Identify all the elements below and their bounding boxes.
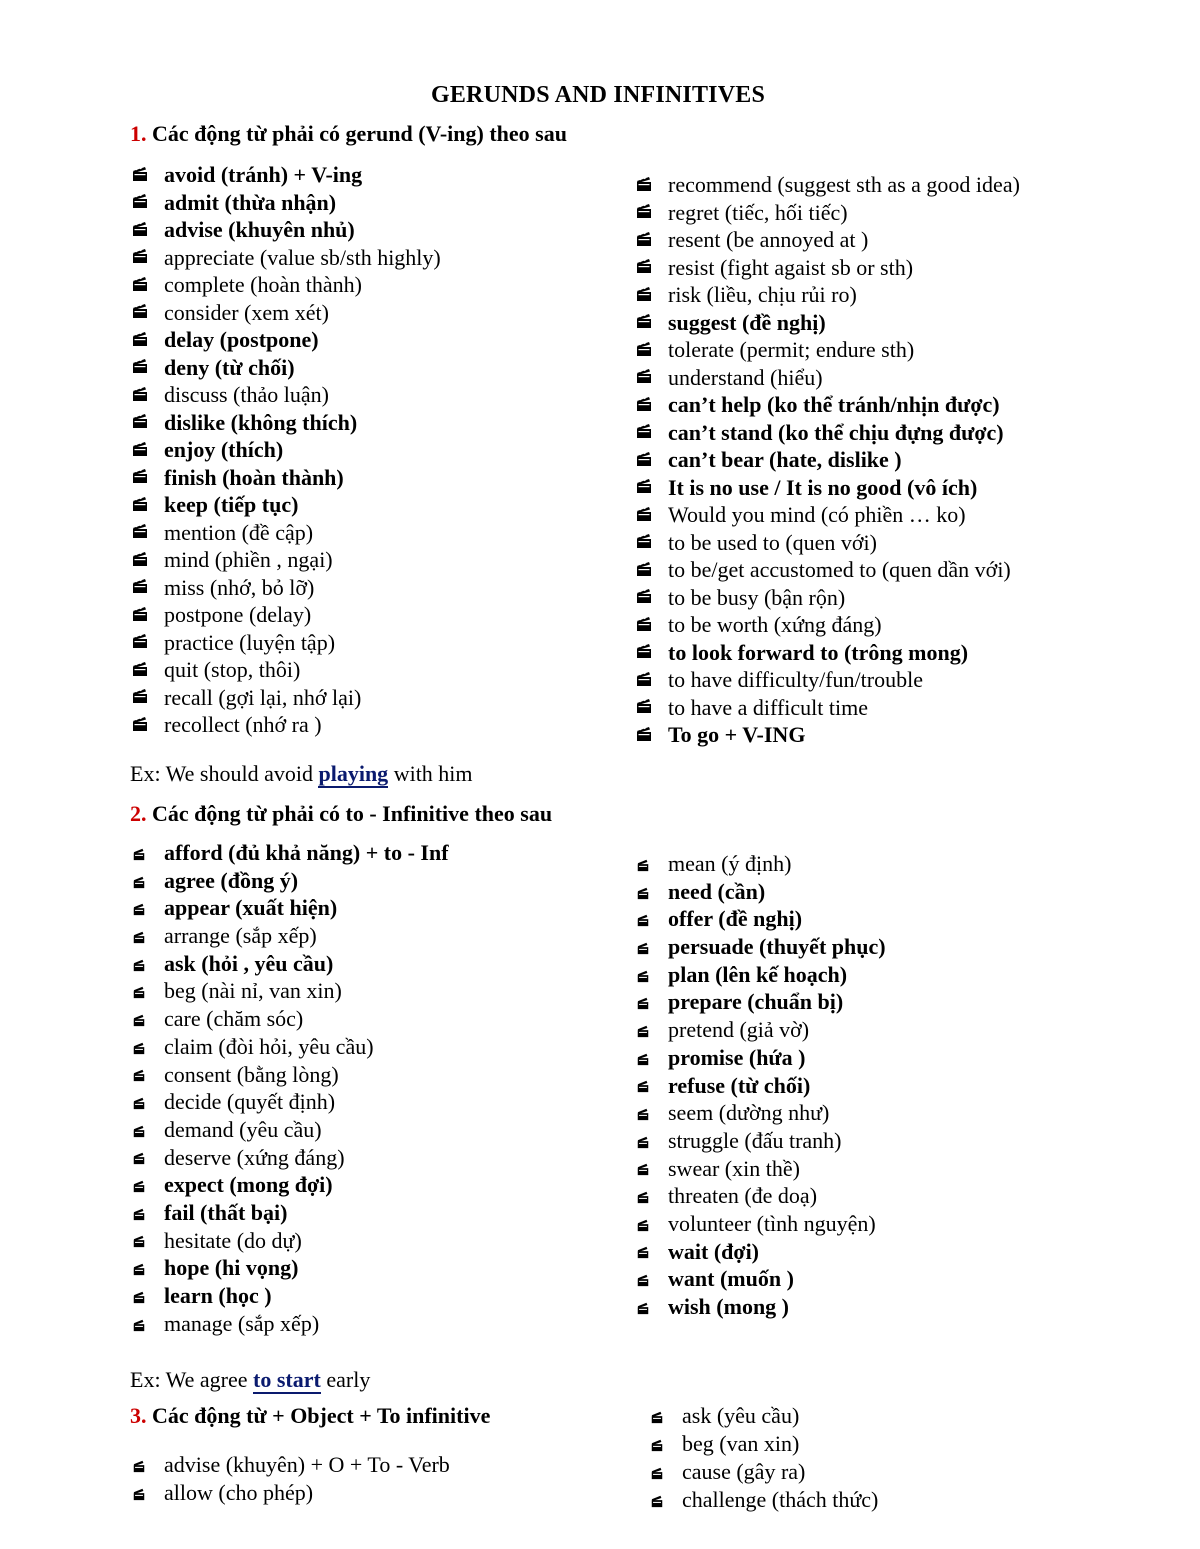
list-item bbox=[650, 1486, 878, 1514]
list-item-text: Would you mind (có phiền … ko) bbox=[668, 502, 966, 527]
list-item bbox=[132, 1144, 449, 1172]
clapperboard-icon bbox=[132, 193, 148, 209]
clapperboard-icon bbox=[636, 913, 650, 927]
list-item bbox=[132, 1227, 449, 1255]
section1-heading-text: Các động từ phải có gerund (V-ing) theo sau bbox=[152, 121, 567, 146]
clapperboard-icon bbox=[132, 1318, 146, 1332]
list-item-text: cause (gây ra) bbox=[682, 1459, 806, 1484]
list-item-text: recollect (nhớ ra ) bbox=[164, 712, 322, 737]
clapperboard-icon bbox=[636, 698, 652, 714]
list-item bbox=[132, 1116, 449, 1144]
list-item-text: claim (đòi hỏi, yêu cầu) bbox=[164, 1033, 374, 1059]
list-item-text: deny (từ chối) bbox=[164, 354, 295, 380]
clapperboard-icon bbox=[132, 358, 148, 374]
list-item bbox=[132, 271, 441, 299]
list-item-text: avoid (tránh) + V-ing bbox=[164, 162, 363, 187]
list-item bbox=[636, 1016, 886, 1044]
list-item bbox=[132, 1033, 449, 1061]
clapperboard-icon bbox=[636, 969, 650, 983]
list-item-text: refuse (từ chối) bbox=[668, 1072, 811, 1098]
list-item bbox=[132, 161, 441, 189]
section2-left-list bbox=[132, 839, 449, 1337]
example2-suffix: early bbox=[320, 1367, 371, 1392]
clapperboard-icon bbox=[636, 561, 652, 577]
list-item bbox=[132, 354, 441, 382]
list-item-text: care (chăm sóc) bbox=[164, 1006, 304, 1032]
clapperboard-icon bbox=[636, 1162, 650, 1176]
clapperboard-icon bbox=[132, 523, 148, 539]
list-item bbox=[132, 711, 441, 739]
list-item-text: recommend (suggest sth as a good idea) bbox=[668, 172, 1020, 197]
clapperboard-icon bbox=[132, 276, 148, 292]
clapperboard-icon bbox=[636, 258, 652, 274]
list-item bbox=[132, 1171, 449, 1199]
clapperboard-icon bbox=[132, 985, 146, 999]
clapperboard-icon bbox=[636, 1135, 650, 1149]
list-item bbox=[650, 1458, 878, 1486]
list-item-text: need (cần) bbox=[668, 878, 766, 904]
list-item-text: ask (hỏi , yêu cầu) bbox=[164, 950, 334, 976]
clapperboard-icon bbox=[132, 1068, 146, 1082]
list-item bbox=[132, 656, 441, 684]
list-item bbox=[636, 933, 886, 961]
list-item-text: keep (tiếp tục) bbox=[164, 492, 299, 517]
list-item bbox=[132, 189, 441, 217]
list-item-text: understand (hiểu) bbox=[668, 364, 823, 390]
list-item-text: hope (hi vọng) bbox=[164, 1255, 299, 1281]
list-item-text: tolerate (permit; endure sth) bbox=[668, 337, 915, 362]
list-item bbox=[636, 336, 1020, 364]
clapperboard-icon bbox=[132, 1179, 146, 1193]
section1-right-list bbox=[636, 171, 1020, 749]
clapperboard-icon bbox=[132, 1234, 146, 1248]
list-item-text: complete (hoàn thành) bbox=[164, 272, 362, 297]
clapperboard-icon bbox=[636, 941, 650, 955]
section3-heading-text: Các động từ + Object + To infinitive bbox=[152, 1403, 491, 1428]
list-item-text: quit (stop, thôi) bbox=[164, 657, 301, 682]
list-item-text: enjoy (thích) bbox=[164, 437, 284, 462]
list-item-text: deserve (xứng đáng) bbox=[164, 1144, 345, 1170]
list-item-text: to be/get accustomed to (quen dần với) bbox=[668, 557, 1011, 582]
clapperboard-icon bbox=[636, 1024, 650, 1038]
list-item bbox=[636, 694, 1020, 722]
clapperboard-icon bbox=[132, 1096, 146, 1110]
list-item-text: ask (yêu cầu) bbox=[682, 1403, 800, 1428]
list-item-text: to be worth (xứng đáng) bbox=[668, 612, 882, 637]
example2-prefix: Ex: We agree bbox=[130, 1367, 254, 1392]
list-item bbox=[132, 1282, 449, 1310]
list-item-text: to have difficulty/fun/trouble bbox=[668, 667, 923, 692]
list-item bbox=[636, 364, 1020, 392]
section2-number: 2. bbox=[130, 801, 147, 826]
list-item bbox=[636, 584, 1020, 612]
list-item-text: pretend (giả vờ) bbox=[668, 1017, 810, 1043]
list-item-text: advise (khuyên) + O + To - Verb bbox=[164, 1452, 450, 1477]
clapperboard-icon bbox=[636, 886, 650, 900]
list-item-text: beg (nài nỉ, van xin) bbox=[164, 978, 342, 1004]
clapperboard-icon bbox=[636, 588, 652, 604]
list-item bbox=[132, 326, 441, 354]
clapperboard-icon bbox=[132, 1290, 146, 1304]
list-item-text: admit (thừa nhận) bbox=[164, 189, 337, 215]
clapperboard-icon bbox=[132, 578, 148, 594]
clapperboard-icon bbox=[132, 1207, 146, 1221]
list-item bbox=[132, 977, 449, 1005]
clapperboard-icon bbox=[132, 875, 146, 889]
clapperboard-icon bbox=[132, 661, 148, 677]
list-item bbox=[132, 464, 441, 492]
clapperboard-icon bbox=[636, 616, 652, 632]
list-item-text: demand (yêu cầu) bbox=[164, 1116, 322, 1142]
clapperboard-icon bbox=[132, 1151, 146, 1165]
list-item-text: It is no use / It is no good (vô ích) bbox=[668, 474, 978, 500]
list-item-text: want (muốn ) bbox=[668, 1266, 794, 1292]
clapperboard-icon bbox=[132, 958, 146, 972]
list-item-text: allow (cho phép) bbox=[164, 1480, 314, 1505]
list-item-text: to be busy (bận rộn) bbox=[668, 584, 846, 610]
list-item bbox=[636, 666, 1020, 694]
list-item bbox=[132, 922, 449, 950]
list-item-text: swear (xin thề) bbox=[668, 1155, 800, 1181]
list-item bbox=[132, 574, 441, 602]
clapperboard-icon bbox=[650, 1494, 664, 1508]
example1-highlight: playing bbox=[318, 761, 389, 786]
clapperboard-icon bbox=[636, 1107, 650, 1121]
list-item bbox=[132, 519, 441, 547]
clapperboard-icon bbox=[636, 996, 650, 1010]
clapperboard-icon bbox=[636, 858, 650, 872]
clapperboard-icon bbox=[132, 496, 148, 512]
clapperboard-icon bbox=[636, 368, 652, 384]
clapperboard-icon bbox=[132, 386, 148, 402]
list-item-text: prepare (chuẩn bị) bbox=[668, 989, 844, 1015]
list-item bbox=[636, 309, 1020, 337]
clapperboard-icon bbox=[636, 176, 652, 192]
list-item bbox=[636, 1293, 886, 1321]
list-item-text: volunteer (tình nguyện) bbox=[668, 1210, 876, 1236]
section1-example bbox=[130, 761, 473, 787]
clapperboard-icon bbox=[636, 1052, 650, 1066]
list-item bbox=[636, 1155, 886, 1183]
clapperboard-icon bbox=[636, 286, 652, 302]
list-item-text: practice (luyện tập) bbox=[164, 629, 336, 655]
clapperboard-icon bbox=[636, 313, 652, 329]
list-item-text: seem (dường như) bbox=[668, 1100, 830, 1126]
list-item-text: plan (lên kế hoạch) bbox=[668, 961, 848, 987]
section1-left-list bbox=[132, 161, 441, 739]
clapperboard-icon bbox=[132, 1013, 146, 1027]
list-item-text: expect (mong đợi) bbox=[164, 1172, 333, 1198]
list-item-text: challenge (thách thức) bbox=[682, 1487, 879, 1512]
clapperboard-icon bbox=[650, 1410, 664, 1424]
example1-suffix: with him bbox=[388, 761, 473, 786]
list-item bbox=[132, 1254, 449, 1282]
list-item-text: appreciate (value sb/sth highly) bbox=[164, 244, 441, 270]
clapperboard-icon bbox=[650, 1438, 664, 1452]
list-item bbox=[132, 629, 441, 657]
list-item-text: consent (bằng lòng) bbox=[164, 1061, 339, 1087]
clapperboard-icon bbox=[636, 423, 652, 439]
list-item bbox=[636, 721, 1020, 749]
list-item bbox=[132, 436, 441, 464]
example2-highlight: to start bbox=[253, 1367, 321, 1392]
list-item-text: consider (xem xét) bbox=[164, 299, 329, 325]
clapperboard-icon bbox=[132, 1262, 146, 1276]
list-item bbox=[636, 199, 1020, 227]
section3-number: 3. bbox=[130, 1403, 147, 1428]
list-item bbox=[636, 1072, 886, 1100]
list-item bbox=[650, 1402, 878, 1430]
clapperboard-icon bbox=[132, 221, 148, 237]
list-item bbox=[636, 639, 1020, 667]
list-item bbox=[636, 556, 1020, 584]
list-item bbox=[132, 299, 441, 327]
list-item bbox=[636, 1127, 886, 1155]
list-item bbox=[636, 254, 1020, 282]
list-item bbox=[132, 839, 449, 867]
list-item bbox=[132, 491, 441, 519]
section3-left-list bbox=[132, 1451, 450, 1507]
list-item-text: hesitate (do dự) bbox=[164, 1227, 302, 1253]
list-item bbox=[132, 409, 441, 437]
clapperboard-icon bbox=[132, 1041, 146, 1055]
list-item bbox=[636, 1210, 886, 1238]
list-item bbox=[132, 894, 449, 922]
clapperboard-icon bbox=[132, 166, 148, 182]
list-item bbox=[636, 1182, 886, 1210]
clapperboard-icon bbox=[636, 203, 652, 219]
list-item bbox=[636, 1265, 886, 1293]
list-item-text: dislike (không thích) bbox=[164, 409, 358, 435]
list-item bbox=[636, 419, 1020, 447]
list-item bbox=[132, 1451, 450, 1479]
list-item-text: suggest (đề nghị) bbox=[668, 309, 826, 335]
clapperboard-icon bbox=[132, 468, 148, 484]
list-item-text: threaten (đe doạ) bbox=[668, 1183, 818, 1209]
clapperboard-icon bbox=[132, 248, 148, 264]
clapperboard-icon bbox=[636, 1301, 650, 1315]
list-item bbox=[636, 961, 886, 989]
list-item bbox=[636, 1238, 886, 1266]
list-item-text: mean (ý định) bbox=[668, 851, 792, 876]
list-item bbox=[636, 1044, 886, 1072]
clapperboard-icon bbox=[132, 716, 148, 732]
list-item bbox=[636, 474, 1020, 502]
list-item bbox=[636, 611, 1020, 639]
list-item bbox=[650, 1430, 878, 1458]
list-item-text: to look forward to (trông mong) bbox=[668, 639, 969, 665]
list-item-text: recall (gợi lại, nhớ lại) bbox=[164, 684, 362, 710]
section3-right-list bbox=[650, 1402, 878, 1514]
list-item-text: advise (khuyên nhủ) bbox=[164, 217, 355, 242]
list-item bbox=[132, 1479, 450, 1507]
clapperboard-icon bbox=[132, 413, 148, 429]
section3-heading bbox=[130, 1403, 490, 1429]
clapperboard-icon bbox=[636, 1273, 650, 1287]
list-item-text: wait (đợi) bbox=[668, 1238, 760, 1264]
list-item-text: postpone (delay) bbox=[164, 602, 312, 627]
list-item-text: finish (hoàn thành) bbox=[164, 464, 344, 490]
list-item bbox=[132, 684, 441, 712]
list-item-text: miss (nhớ, bỏ lỡ) bbox=[164, 574, 315, 600]
list-item bbox=[636, 391, 1020, 419]
clapperboard-icon bbox=[636, 451, 652, 467]
list-item-text: fail (thất bại) bbox=[164, 1199, 288, 1225]
list-item-text: to have a difficult time bbox=[668, 694, 868, 720]
section1-heading bbox=[130, 121, 567, 147]
clapperboard-icon bbox=[636, 1079, 650, 1093]
list-item bbox=[132, 244, 441, 272]
list-item-text: risk (liều, chịu rủi ro) bbox=[668, 282, 857, 307]
section2-right-list bbox=[636, 850, 886, 1321]
list-item bbox=[132, 1310, 449, 1338]
clapperboard-icon bbox=[650, 1466, 664, 1480]
clapperboard-icon bbox=[132, 847, 146, 861]
clapperboard-icon bbox=[636, 726, 652, 742]
list-item bbox=[636, 529, 1020, 557]
list-item-text: delay (postpone) bbox=[164, 327, 319, 352]
clapperboard-icon bbox=[636, 671, 652, 687]
list-item-text: promise (hứa ) bbox=[668, 1044, 806, 1070]
list-item bbox=[132, 546, 441, 574]
list-item-text: can’t stand (ko thể chịu đựng được) bbox=[668, 419, 1004, 445]
clapperboard-icon bbox=[636, 341, 652, 357]
clapperboard-icon bbox=[636, 396, 652, 412]
list-item-text: manage (sắp xếp) bbox=[164, 1310, 320, 1336]
list-item bbox=[132, 1088, 449, 1116]
list-item-text: afford (đủ khả năng) + to - Inf bbox=[164, 840, 449, 865]
clapperboard-icon bbox=[636, 643, 652, 659]
list-item-text: resent (be annoyed at ) bbox=[668, 227, 869, 252]
list-item-text: resist (fight agaist sb or sth) bbox=[668, 254, 914, 280]
list-item bbox=[636, 878, 886, 906]
example1-prefix: Ex: We should avoid bbox=[130, 761, 319, 786]
list-item-text: discuss (thảo luận) bbox=[164, 382, 329, 407]
list-item-text: wish (mong ) bbox=[668, 1294, 790, 1319]
clapperboard-icon bbox=[132, 331, 148, 347]
list-item bbox=[636, 501, 1020, 529]
list-item-text: mention (đề cập) bbox=[164, 519, 314, 545]
list-item-text: arrange (sắp xếp) bbox=[164, 923, 317, 949]
clapperboard-icon bbox=[132, 633, 148, 649]
document-title: GERUNDS AND INFINITIVES bbox=[430, 82, 765, 108]
clapperboard-icon bbox=[636, 533, 652, 549]
clapperboard-icon bbox=[636, 506, 652, 522]
clapperboard-icon bbox=[132, 551, 148, 567]
list-item bbox=[132, 867, 449, 895]
list-item-text: offer (đề nghị) bbox=[668, 906, 803, 932]
list-item bbox=[132, 1061, 449, 1089]
clapperboard-icon bbox=[132, 688, 148, 704]
list-item-text: beg (van xin) bbox=[682, 1431, 800, 1456]
list-item bbox=[132, 601, 441, 629]
list-item bbox=[636, 988, 886, 1016]
clapperboard-icon bbox=[132, 303, 148, 319]
list-item-text: persuade (thuyết phục) bbox=[668, 934, 886, 960]
clapperboard-icon bbox=[132, 606, 148, 622]
section1-number: 1. bbox=[130, 121, 147, 146]
clapperboard-icon bbox=[132, 1459, 146, 1473]
list-item bbox=[636, 281, 1020, 309]
list-item-text: struggle (đấu tranh) bbox=[668, 1127, 842, 1153]
clapperboard-icon bbox=[636, 478, 652, 494]
section2-heading bbox=[130, 801, 552, 827]
list-item-text: learn (học ) bbox=[164, 1283, 272, 1308]
list-item bbox=[636, 905, 886, 933]
list-item-text: to be used to (quen với) bbox=[668, 529, 877, 555]
list-item bbox=[132, 381, 441, 409]
clapperboard-icon bbox=[636, 1245, 650, 1259]
clapperboard-icon bbox=[636, 231, 652, 247]
list-item bbox=[132, 950, 449, 978]
list-item-text: mind (phiền , ngại) bbox=[164, 547, 333, 572]
list-item-text: decide (quyết định) bbox=[164, 1089, 336, 1115]
clapperboard-icon bbox=[132, 1124, 146, 1138]
list-item-text: can’t bear (hate, dislike ) bbox=[668, 447, 902, 472]
clapperboard-icon bbox=[636, 1218, 650, 1232]
list-item bbox=[636, 226, 1020, 254]
clapperboard-icon bbox=[132, 930, 146, 944]
list-item bbox=[132, 216, 441, 244]
section2-example bbox=[130, 1367, 370, 1393]
list-item-text: appear (xuất hiện) bbox=[164, 895, 338, 921]
clapperboard-icon bbox=[132, 902, 146, 916]
list-item bbox=[636, 850, 886, 878]
list-item-text: agree (đồng ý) bbox=[164, 867, 299, 893]
list-item-text: regret (tiếc, hối tiếc) bbox=[668, 199, 848, 225]
clapperboard-icon bbox=[132, 1487, 146, 1501]
list-item bbox=[132, 1005, 449, 1033]
section2-heading-text: Các động từ phải có to - Infinitive theo sau bbox=[152, 801, 553, 826]
list-item-text: To go + V-ING bbox=[668, 722, 806, 747]
list-item bbox=[636, 1099, 886, 1127]
list-item bbox=[636, 446, 1020, 474]
list-item-text: can’t help (ko thể tránh/nhịn được) bbox=[668, 392, 1000, 417]
clapperboard-icon bbox=[132, 441, 148, 457]
clapperboard-icon bbox=[636, 1190, 650, 1204]
list-item bbox=[132, 1199, 449, 1227]
list-item bbox=[636, 171, 1020, 199]
